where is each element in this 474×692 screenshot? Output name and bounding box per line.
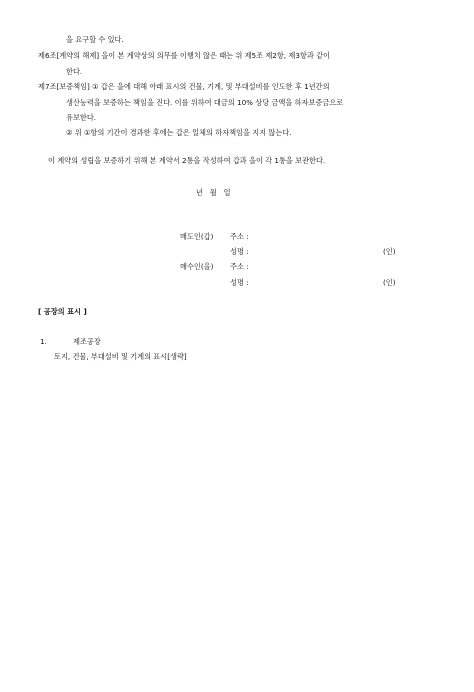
buyer-address-label: 주소 : — [230, 262, 249, 271]
property-item-detail: 토지, 건물, 부대설비 및 기계의 표시[생략] — [54, 352, 187, 361]
seller-name-label: 성명 : — [230, 247, 249, 256]
contract-line-article-7: 제7조[보증책임] ① 갑은 을에 대해 아래 표시의 건물, 기계, 및 부대설비를 인도한 후 1년간의 — [38, 82, 330, 91]
buyer-name-label: 성명 : — [230, 278, 249, 287]
property-item-title: 제조공장 — [73, 337, 101, 346]
seller-address-label: 주소 : — [230, 232, 249, 241]
date-line: 년 월 일 — [196, 188, 231, 197]
seller-label: 매도인(갑) — [180, 232, 214, 241]
contract-line-article-7-cont-2: 유보한다. — [66, 113, 97, 122]
property-section-heading: [ 공장의 표시 ] — [38, 307, 87, 316]
buyer-seal: (인) — [383, 278, 396, 287]
property-item-number: 1. — [40, 337, 47, 346]
contract-line-article-7-clause-2: ② 위 ①항의 기간이 경과한 후에는 갑은 일체의 하자책임을 지지 않는다. — [66, 128, 292, 137]
buyer-label: 매수인(을) — [180, 262, 214, 271]
contract-line-article-6: 제6조[계약의 해제] 을이 본 계약상의 의무를 이행치 않은 때는 위 제5조 제2항, 제3항과 같이 — [38, 51, 330, 60]
seller-seal: (인) — [383, 247, 396, 256]
contract-line-article-7-cont-1: 생산능력을 보증하는 책임을 진다. 이를 위하여 대금의 10% 상당 금액을 하자보증금으로 — [66, 98, 344, 107]
contract-line-closing: 이 계약의 성립을 보증하기 위해 본 계약서 2통을 작성하여 갑과 을이 각 1통을 보관한다. — [48, 156, 326, 165]
contract-line-1: 을 요구할 수 있다. — [66, 35, 124, 44]
contract-line-article-6-cont: 한다. — [66, 67, 83, 76]
